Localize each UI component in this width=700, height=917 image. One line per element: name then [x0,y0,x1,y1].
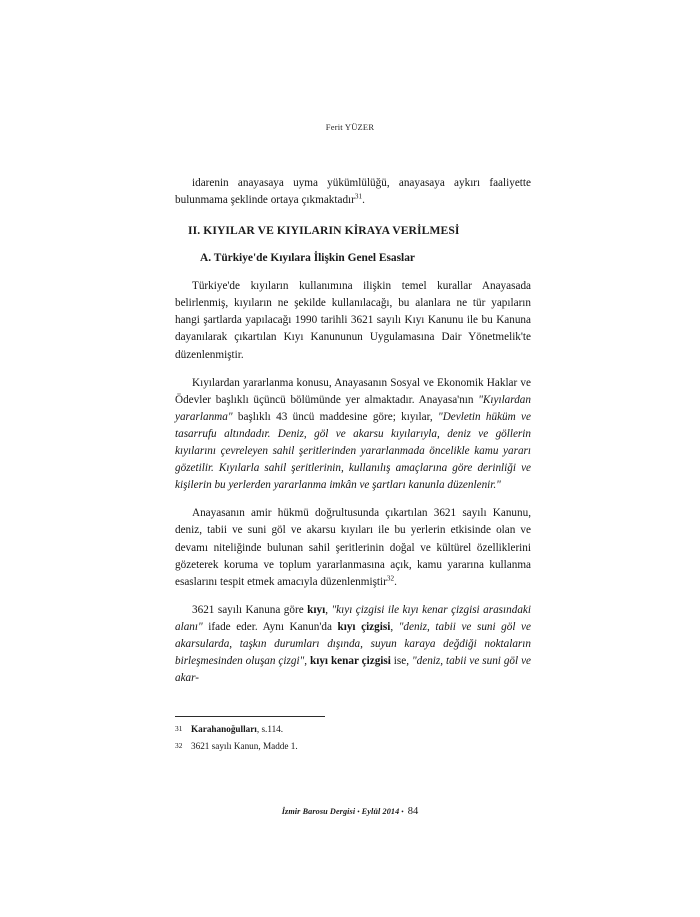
paragraph-3 [175,375,531,495]
footnote-ref-32: 32 [386,573,395,582]
paragraph-3-quote1: "Kıyılardan yararlanma" [175,393,531,423]
paragraph-3-part1: Kıyılardan yararlanma konusu, Anayasanın Sosyal ve Ekonomik Haklar ve Ödevler başlıklı üçüncü bölümünde yer almaktadır. Anayasa'nın [175,376,531,406]
page-body [175,175,531,687]
paragraph-5-quote1: "kıyı çizgisi ile kıyı kenar çizgisi arasındaki alanı" [175,603,531,633]
paragraph-5-part3: ifade eder. Aynı Kanun'da [202,620,338,633]
paragraph-1-text: idarenin anayasaya uyma yükümlülüğü, anayasaya aykırı faaliyette bulunmama şeklinde ortaya çıkmaktadır [175,177,531,207]
footnote-31-number: 31 [175,724,183,733]
journal-name: İzmir Barosu Dergisi [281,807,356,816]
footnote-32-text [191,739,531,753]
paragraph-3-quote2: "Devletin hüküm ve tasarrufu altındadır. Deniz, göl ve akarsu kıyılarıyla, deniz ve göllerin kıyılarını çevreleyen sahil şeritlerinden yararlanmada öncelikle kamu yararı gözetilir. Kıyılarla sahil şeritlerinin, kullanılış amaçlarına göre derinliği ve kişilerin bu yerlerden yararlanma imkân ve şartları kanunla düzenlenir." [175,410,531,492]
paragraph-1 [175,175,531,209]
subsection-heading: A. Türkiye'de Kıyılara İlişkin Genel Esaslar [200,252,415,265]
paragraph-5-part2: , [325,603,332,616]
paragraph-4 [175,505,531,590]
section-heading: II. KIYILAR VE KIYILARIN KİRAYA VERİLMESİ [188,224,460,238]
page-number: 84 [407,806,419,817]
footnote-32-number: 32 [175,741,183,750]
footnote-31 [175,722,531,736]
issue-date: Eylül 2014 [361,807,400,816]
paragraph-5-part4: , [390,620,399,633]
footer-separator-2: • [401,808,404,816]
paragraph-3-part2: başlıklı 43 üncü maddesine göre; kıyılar, [232,410,438,423]
paragraph-1-tail: . [362,194,365,207]
term-kiyi-cizgisi: kıyı çizgisi [337,620,391,633]
term-kiyi-kenar-cizgisi: kıyı kenar çizgisi [310,655,391,668]
footnote-31-rest: , s.114. [256,724,284,734]
footnote-ref-31: 31 [354,192,363,201]
page-footer [0,806,700,817]
footnote-32 [175,739,531,753]
paragraph-4-tail: . [394,575,397,588]
footnote-31-text [191,722,531,736]
term-kiyi: kıyı [307,603,326,616]
footnote-separator [175,716,325,717]
paragraph-5-part1: 3621 sayılı Kanuna göre [192,603,308,616]
footnote-31-author: Karahanoğulları [191,724,257,734]
paragraph-5-quote2: "deniz, tabii ve suni göl ve akarsularda, taşkın durumları dışında, suyun karaya değdiği noktaların birleşmesinden oluşan çizgi" [175,620,531,668]
paragraph-2: Türkiye'de kıyıların kullanımına ilişkin temel kurallar Anayasada belirlenmiş, kıyıların ne şekilde kullanılacağı, bu alanlara ne tür yapıların hangi şartlarda yapılacağı 1990 tarihli 3621 sayılı Kıyı Kanunu ile bu Kanuna dayanılarak çıkartılan Kıyı Kanununun Uygulamasına Dair Yönetmelik'te düzenlenmiştir. [175,280,531,361]
paragraph-4-text: Anayasanın amir hükmü doğrultusunda çıkartılan 3621 sayılı Kanunu, deniz, tabii ve suni göl ve akarsu kıyıları ile bu yerlerin etkisinde olan ve devamı niteliğinde bulunan sahil şeritlerinin doğal ve kültürel özelliklerini gözeterek koruma ve toplum yararlanmasına açık, kamu yararına kullanma esaslarını tespit etmek amacıyla düzenlenmiştir [175,507,531,588]
paragraph-5-part6: ise, [390,655,412,668]
footer-separator-1: • [357,808,360,816]
paragraph-5-part5: , [304,655,310,668]
footnotes [175,722,531,756]
footnote-32-rest: 3621 sayılı Kanun, Madde 1. [191,741,298,751]
running-head: Ferit YÜZER [325,122,375,132]
paragraph-5 [175,602,531,687]
paragraph-5-quote3: "deniz, tabii ve suni göl ve akar- [175,655,531,685]
